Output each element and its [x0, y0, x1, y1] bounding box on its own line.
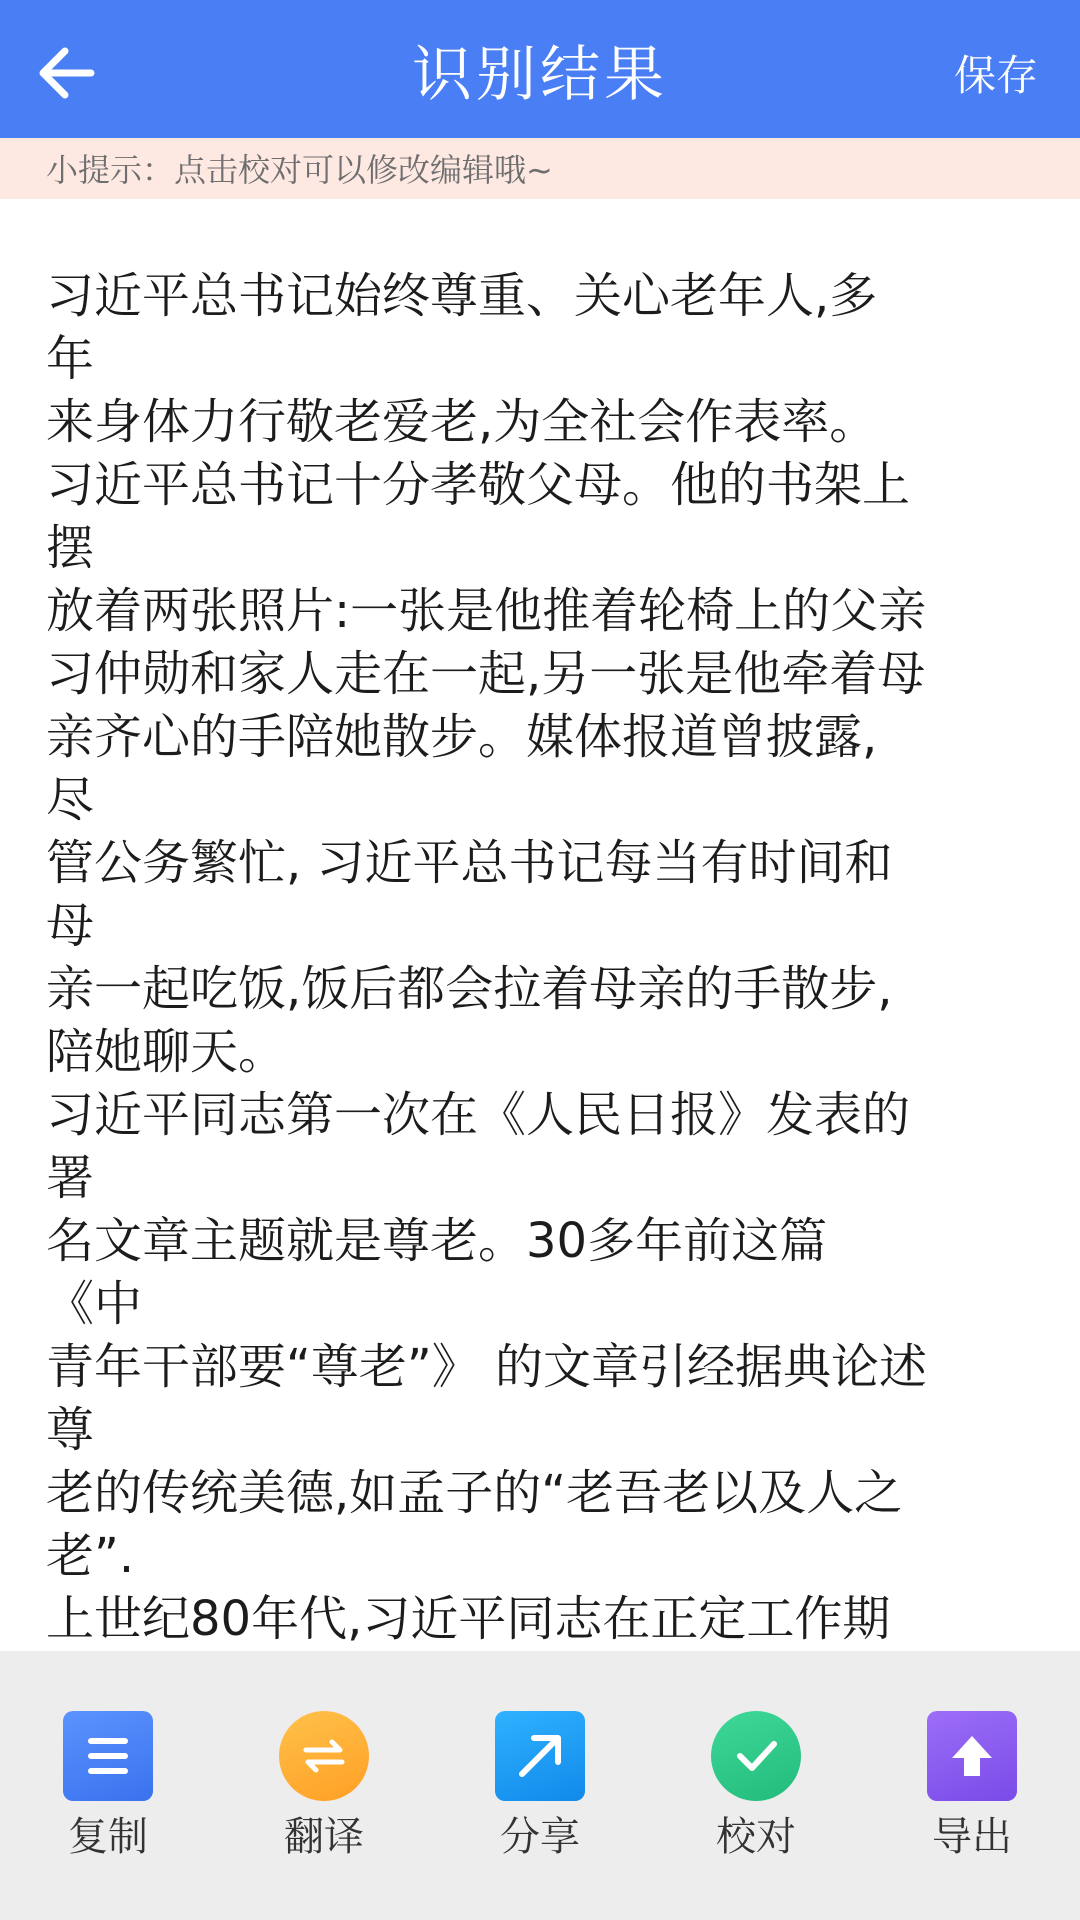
translate-button[interactable]	[249, 1651, 399, 1865]
header-bar	[0, 0, 1080, 138]
translate-label: 翻译	[284, 1814, 364, 1860]
proofread-label: 校对	[716, 1814, 796, 1860]
recognized-text[interactable]: 习近平总书记始终尊重、关心老年人,多 年 来身体力行敬老爱老,为全社会作表率。 习近平总书记十分孝敬父母。他的书架上 摆 放着两张照片:一张是他推着轮椅上的父亲 习仲勋和家人走在一起,另一张是他牵着母 亲齐心的手陪她散步。媒体报道曾披露, 尽 管公务繁忙, 习近平总书记每当有时间和 母 亲一起吃饭,饭后都会拉着母亲的手散步, 陪她聊天。 习近平同志第一次在《人民日报》发表的 署 名文章主题就是尊老。30多年前这篇 《中 青年干部要“尊老”》 的文章引经据典论述 尊 老的传统美德,如孟子的“老吾老以及人之 老”. 上世纪80年代,习近平同志在正定工作期	[46, 268, 927, 1647]
result-text-area[interactable]	[0, 199, 1080, 1651]
back-button[interactable]	[22, 28, 112, 118]
copy-label: 复制	[68, 1814, 148, 1860]
upload-arrow-icon	[927, 1711, 1017, 1801]
arrow-up-right-icon	[495, 1711, 585, 1801]
swap-arrows-icon	[279, 1711, 369, 1801]
share-button[interactable]	[465, 1651, 615, 1865]
tip-banner: 小提示：点击校对可以修改编辑哦~	[0, 138, 1080, 199]
export-label: 导出	[932, 1814, 1012, 1860]
page-title: 识别结果	[412, 40, 668, 110]
save-button[interactable]: 保存	[953, 51, 1038, 100]
copy-button[interactable]	[33, 1651, 183, 1865]
share-label: 分享	[500, 1814, 580, 1860]
checkmark-icon	[711, 1711, 801, 1801]
bottom-toolbar	[0, 1651, 1080, 1920]
export-button[interactable]	[897, 1651, 1047, 1865]
proofread-button[interactable]	[681, 1651, 831, 1865]
arrow-left-icon	[33, 39, 101, 107]
list-icon	[63, 1711, 153, 1801]
